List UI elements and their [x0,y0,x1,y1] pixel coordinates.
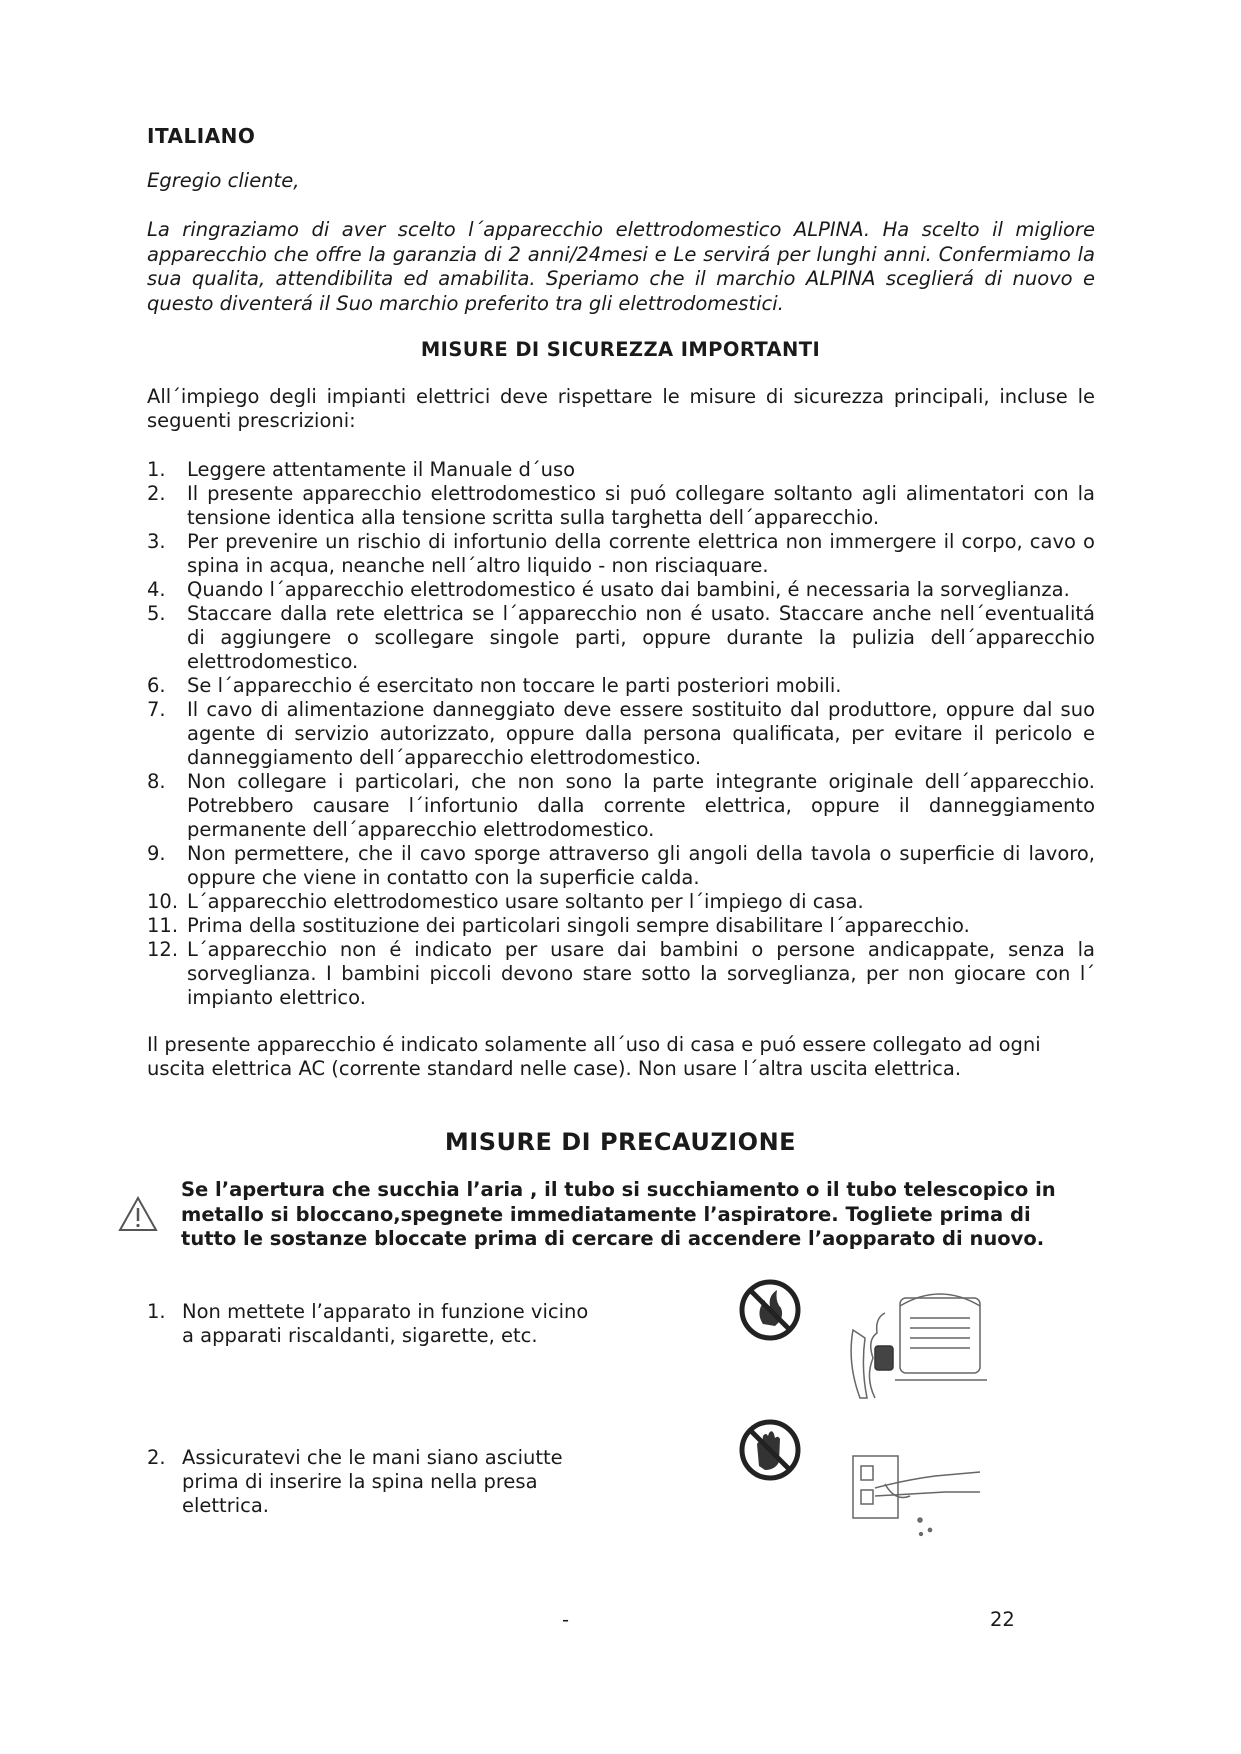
salutation: Egregio cliente, [147,169,300,192]
safety-rule [147,530,1095,578]
safety-rule [147,458,1095,482]
rule-number: 9. [147,842,166,865]
blockage-warning: Se l’apertura che succhia l’aria , il tubo si succhiamento o il tubo telescopico in metallo si bloccano,spegnete immediatamente l’aspiratore. Togliete prima di tutto le sostanze bloccate prima di cercare di accendere l’aopparato di nuovo. [181,1178,1056,1250]
rule-number: 1. [147,458,166,481]
heater-drawing [851,1294,987,1398]
rule-number: 3. [147,530,166,553]
rule-text: Staccare dalla rete elettrica se l´apparecchio non é usato. Staccare anche nell´eventualitá di aggiungere o scollegare singole parti, oppure durante la pulizia dell´apparecchio elettrodomestico. [187,602,1095,673]
rule-number: 6. [147,674,166,697]
safety-rule [147,674,1095,698]
rule-number: 11. [147,914,179,937]
safety-rule [147,482,1095,530]
usage-note: Il presente apparecchio é indicato solamente all´uso di casa e puó essere collegato ad ogni uscita elettrica AC (corrente standard nelle case). Non usare l´altra uscita elettrica. [147,1033,1041,1080]
rule-number: 2. [147,482,166,505]
safety-heading: MISURE DI SICUREZZA IMPORTANTI [420,338,821,361]
rule-text: Non permettere, che il cavo sporge attraverso gli angoli della tavola o superficie di lavoro, oppure che viene in contatto con la superficie calda. [187,842,1095,889]
no-heat-source-illustration [735,1268,995,1413]
rule-text: L´apparecchio non é indicato per usare dai bambini o persone andicappate, senza la sorveglianza. I bambini piccoli devono stare sotto la sorveglianza, per non giocare con l´ impianto elettrico. [187,938,1095,1009]
rule-text: Quando l´apparecchio elettrodomestico é usato dai bambini, é necessaria la sorveglianza. [187,578,1070,601]
safety-rule [147,914,1095,938]
rule-number: 4. [147,578,166,601]
rule-number: 5. [147,602,166,625]
rule-text: Non collegare i particolari, che non sono la parte integrante originale dell´apparecchio. Potrebbero causare l´infortunio dalla corrente elettrica, oppure il danneggiamento permanente dell´apparecchio elettrodomestico. [187,770,1095,841]
safety-rule [147,698,1095,770]
rule-number: 8. [147,770,166,793]
safety-rule [147,938,1095,1010]
safety-rule [147,770,1095,842]
rule-text: L´apparecchio elettrodomestico usare soltanto per l´impiego di casa. [187,890,864,913]
safety-intro: All´impiego degli impianti elettrici deve rispettare le misure di sicurezza principali, incluse le seguenti prescrizioni: [147,385,1095,432]
precaution-number: 2. [147,1446,166,1469]
rule-number: 10. [147,890,179,913]
precaution-text: Non mettete l’apparato in funzione vicino a apparati riscaldanti, sigarette, etc. [182,1300,589,1347]
page-number: 22 [990,1608,1015,1631]
rule-text: Il cavo di alimentazione danneggiato deve essere sostituito dal produttore, oppure dal suo agente di servizio autorizzato, oppure dalla persona qualificata, per evitare il pericolo e danneggiamento dell´apparecchio elettrodomestico. [187,698,1095,769]
precaution-text: Assicuratevi che le mani siano asciutte prima di inserire la spina nella presa elettrica. [182,1446,563,1517]
safety-rule [147,578,1095,602]
rule-number: 12. [147,938,179,961]
no-wet-hands-icon [742,1422,798,1478]
precaution-item [147,1446,597,1518]
safety-rule [147,890,1095,914]
safety-rule [147,842,1095,890]
precaution-item [147,1300,597,1348]
no-fire-icon [742,1282,798,1338]
wall-outlet-drawing [853,1456,980,1535]
rule-text: Se l´apparecchio é esercitato non toccare le parti posteriori mobili. [187,674,842,697]
rule-text: Il presente apparecchio elettrodomestico si puó collegare soltanto agli alimentatori con la tensione identica alla tensione scritta sulla targhetta dell´apparecchio. [187,482,1095,529]
precaution-number: 1. [147,1300,166,1323]
language-heading: ITALIANO [147,124,256,148]
warning-triangle-icon [118,1196,158,1232]
footer-dash: - [562,1608,570,1631]
safety-rule [147,602,1095,674]
rule-text: Per prevenire un rischio di infortunio della corrente elettrica non immergere il corpo, cavo o spina in acqua, neanche nell´altro liquido - non risciaquare. [187,530,1095,577]
safety-rules-list [147,458,1095,1010]
precautions-heading: MISURE DI PRECAUZIONE [444,1128,797,1156]
rule-text: Prima della sostituzione dei particolari singoli sempre disabilitare l´apparecchio. [187,914,970,937]
rule-text: Leggere attentamente il Manuale d´uso [187,458,576,481]
intro-paragraph: La ringraziamo di aver scelto l´apparecchio elettrodomestico ALPINA. Ha scelto il migliore apparecchio che offre la garanzia di 2 anni/24mesi e Le servirá per lunghi anni. Confermiamo la sua qualita, attendibilita ed amabilita. Speriamo che il marchio ALPINA sceglierá di nuovo e questo diventerá il Suo marchio preferito tra gli elettrodomestici. [147,218,1095,315]
rule-number: 7. [147,698,166,721]
dry-hands-illustration [735,1418,995,1543]
